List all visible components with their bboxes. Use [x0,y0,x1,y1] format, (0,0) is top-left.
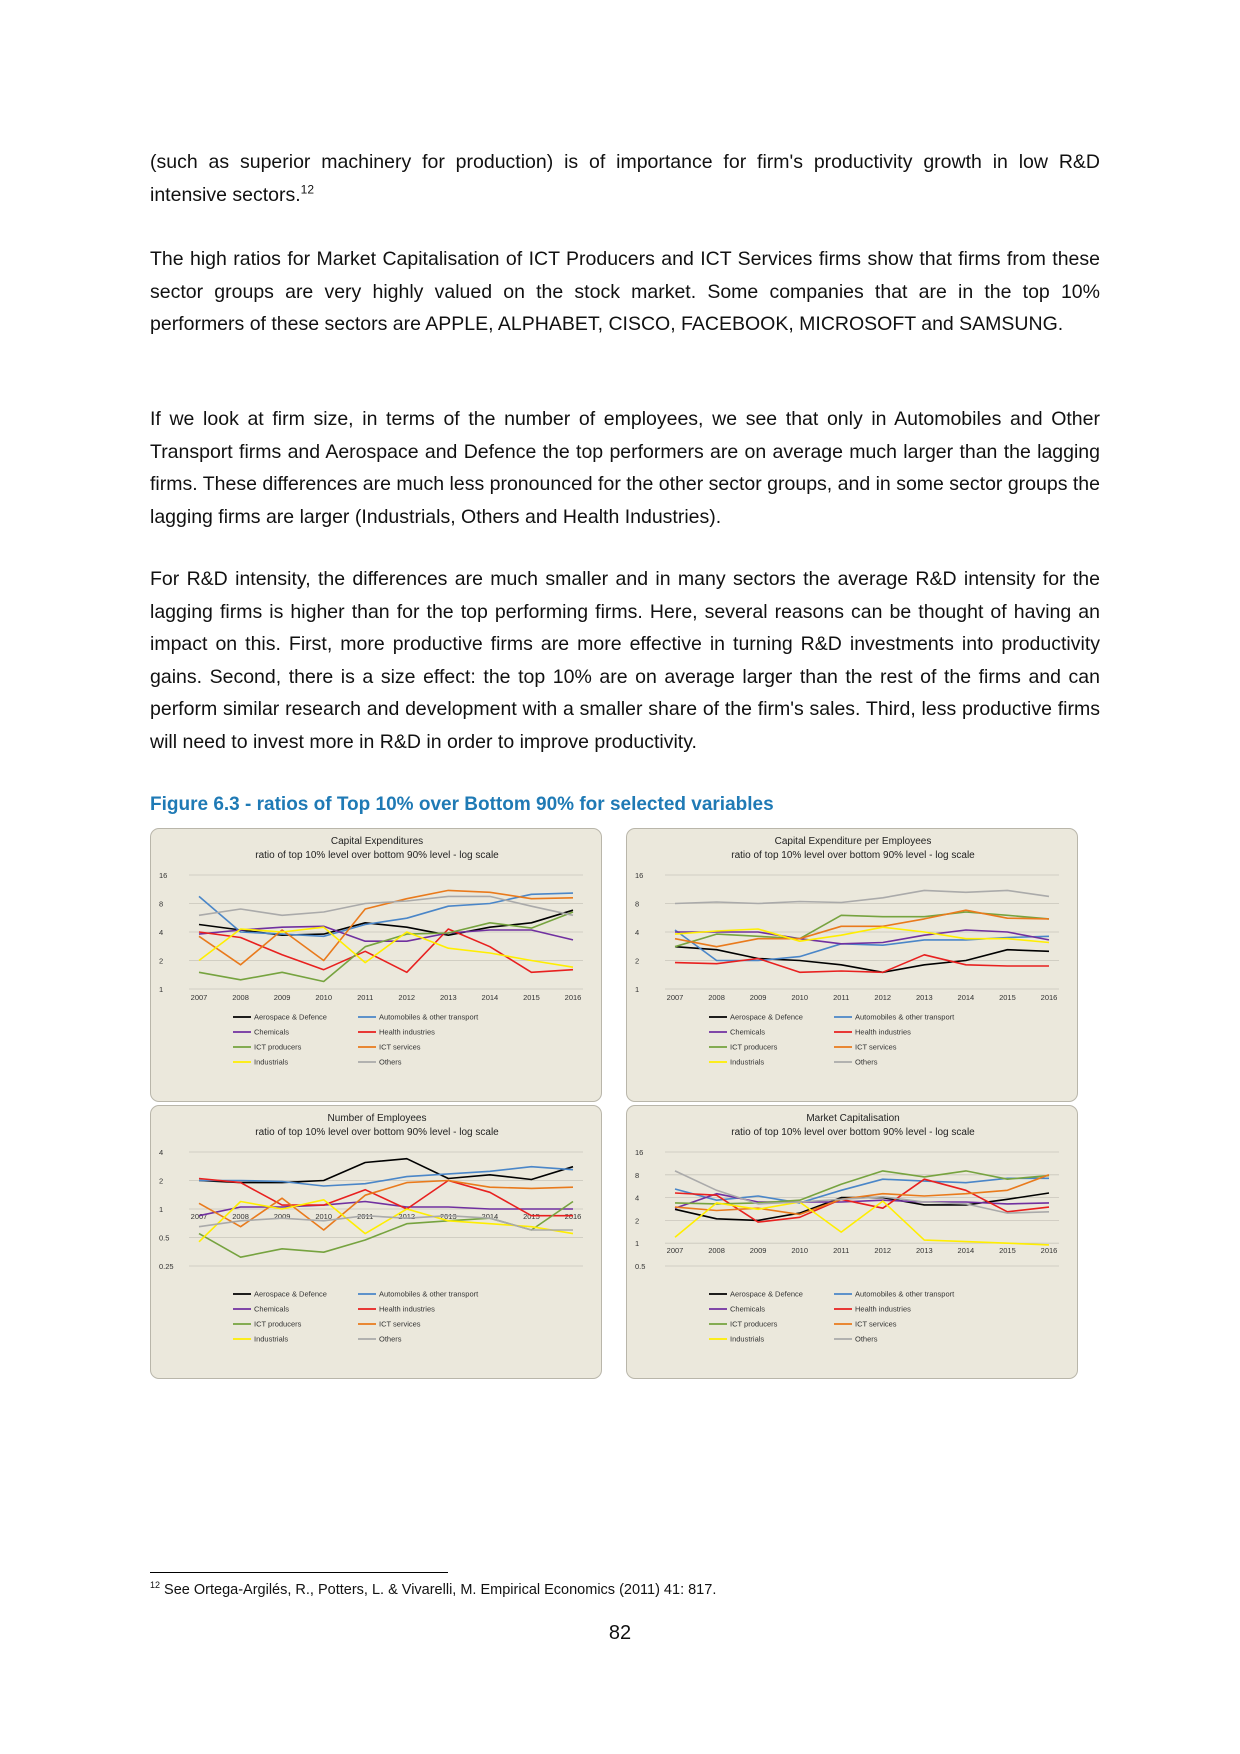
series-line [675,890,1049,903]
y-tick-label: 16 [635,1148,644,1157]
legend-label: Health industries [855,1027,911,1037]
series-line [199,1200,573,1242]
series-line [675,947,1049,973]
chart-subtitle: ratio of top 10% level over bottom 90% level - log scale [255,1127,499,1138]
chart-title: Number of Employees [327,1113,427,1124]
x-tick-label: 2013 [915,1246,933,1256]
y-tick-label: 16 [159,871,168,880]
y-tick-label: 0.5 [159,1233,170,1243]
x-tick-label: 2015 [523,993,540,1002]
legend-label: Chemicals [730,1027,766,1037]
y-tick-label: 1 [159,985,164,994]
x-tick-label: 2014 [481,993,499,1002]
x-tick-label: 2014 [481,1212,499,1221]
y-tick-label: 8 [635,899,640,909]
series-line [199,929,573,972]
x-tick-label: 2015 [999,1246,1016,1256]
legend-label: Others [855,1334,878,1344]
legend-label: Health industries [855,1304,911,1314]
x-tick-label: 2012 [398,1212,416,1221]
legend-label: Industrials [254,1057,289,1067]
legend-label: ICT producers [730,1042,778,1052]
figure-caption: Figure 6.3 - ratios of Top 10% over Bottom 90% for selected variables [150,794,774,815]
chart-subtitle: ratio of top 10% level over bottom 90% level - log scale [255,850,499,861]
x-tick-label: 2007 [666,1246,684,1256]
legend-label: ICT producers [254,1319,302,1329]
chart-capital-expenditures-svg [151,829,602,1102]
y-tick-label: 1 [635,1239,640,1249]
series-line [675,912,1049,947]
chart-subtitle: ratio of top 10% level over bottom 90% level - log scale [731,1127,975,1138]
footnote-text: See Ortega-Argilés, R., Potters, L. & Vivarelli, M. Empirical Economics (2011) 41: 817. [164,1581,717,1598]
x-tick-label: 2015 [523,1212,540,1221]
footnote-rule [150,1572,448,1573]
x-tick-label: 2016 [1040,1246,1058,1256]
chart-title: Market Capitalisation [806,1113,900,1124]
legend-label: Chemicals [254,1304,290,1314]
legend-label: Health industries [379,1027,435,1037]
x-tick-label: 2009 [273,993,291,1002]
y-tick-label: 2 [635,1216,640,1226]
footnote-ref[interactable]: 12 [300,182,315,196]
legend-label: ICT producers [730,1319,778,1329]
x-tick-label: 2010 [791,993,809,1002]
y-tick-label: 0.5 [635,1262,646,1271]
series-line [199,910,573,935]
x-tick-label: 2012 [874,1246,892,1256]
legend-label: Others [855,1057,878,1067]
chart-capital-expenditures [150,828,602,1102]
x-tick-label: 2011 [357,993,374,1002]
footnote-number: 12 [150,1580,161,1590]
chart-market-capitalisation-svg [627,1106,1078,1379]
x-tick-label: 2007 [190,993,208,1002]
x-tick-label: 2013 [439,993,457,1002]
series-line [199,1159,573,1183]
series-line [199,926,573,941]
footnote [150,1580,716,1598]
y-tick-label: 2 [159,1176,164,1186]
legend-label: Automobiles & other transport [379,1289,479,1299]
series-line [199,1179,573,1216]
legend-label: Chemicals [254,1027,290,1037]
y-tick-label: 4 [159,928,164,937]
y-tick-label: 4 [635,928,640,937]
chart-number-of-employees-svg [151,1106,602,1379]
legend-label: ICT producers [254,1042,302,1052]
y-tick-label: 2 [635,956,640,966]
legend-label: Aerospace & Defence [254,1289,327,1299]
x-tick-label: 2015 [999,993,1016,1002]
legend-label: Aerospace & Defence [254,1012,327,1022]
x-tick-label: 2013 [439,1212,457,1221]
paragraph-3: If we look at firm size, in terms of the number of employees, we see that only in Automobiles and Other Transport firms and Aerospace and Defence the top performers are on average much larger than the lagging firms. These differences are much less pronounced for the other sector groups, and in some sector groups the lagging firms are larger (Industrials, Others and Health Industries). [150,408,1100,528]
legend-label: Automobiles & other transport [855,1289,955,1299]
y-tick-label: 2 [159,956,164,966]
series-line [199,1216,573,1230]
x-tick-label: 2008 [232,993,249,1002]
x-tick-label: 2013 [915,993,933,1002]
chart-title: Capital Expenditures [330,836,424,847]
x-tick-label: 2010 [315,1212,333,1221]
x-tick-label: 2009 [273,1212,291,1221]
x-tick-label: 2009 [749,1246,767,1256]
page-number: 82 [608,1622,632,1644]
x-tick-label: 2014 [957,1246,975,1256]
y-tick-label: 4 [159,1148,164,1157]
x-tick-label: 2010 [315,993,333,1002]
legend-label: ICT services [379,1042,421,1052]
x-tick-label: 2008 [232,1212,249,1221]
y-tick-label: 0.25 [159,1262,174,1271]
y-tick-label: 4 [635,1193,640,1203]
chart-capex-per-employee [626,828,1078,1102]
x-tick-label: 2016 [564,993,582,1002]
x-tick-label: 2011 [833,993,850,1002]
x-tick-label: 2012 [874,993,892,1002]
y-tick-label: 8 [635,1170,640,1180]
legend-label: Aerospace & Defence [730,1012,803,1022]
legend-label: Others [379,1334,402,1344]
legend-label: Others [379,1057,402,1067]
legend-label: Automobiles & other transport [855,1012,955,1022]
legend-label: Health industries [379,1304,435,1314]
y-tick-label: 8 [159,899,164,909]
paragraph-2: The high ratios for Market Capitalisation of ICT Producers and ICT Services firms show that firms from these sector groups are very highly valued on the stock market. Some companies that are in the top 10% performers of these sectors are APPLE, ALPHABET, CISCO, FACEBOOK, MICROSOFT and SAMSUNG. [150,248,1100,335]
legend-label: Chemicals [730,1304,766,1314]
y-tick-label: 1 [159,1205,164,1214]
x-tick-label: 2012 [398,993,416,1002]
legend-label: Aerospace & Defence [730,1289,803,1299]
x-tick-label: 2016 [1040,993,1058,1002]
legend-label: Industrials [730,1334,765,1344]
x-tick-label: 2014 [957,993,975,1002]
legend-label: ICT services [855,1042,897,1052]
x-tick-label: 2007 [190,1212,208,1221]
paragraph-4: For R&D intensity, the differences are much smaller and in many sectors the average R&D intensity for the lagging firms is higher than for the top performing firms. Here, several reasons can be thought of having an impact on this. First, more productive firms are more effective in turning R&D investments into productivity gains. Second, there is a size effect: the top 10% are on average larger than the rest of the firms and can perform similar research and development with a smaller share of the firm's sales. Third, less productive firms will need to invest more in R&D in order to improve productivity. [150,568,1100,753]
x-tick-label: 2007 [666,993,684,1002]
chart-capex-per-employee-svg [627,829,1078,1102]
series-line [199,1181,573,1231]
legend-label: ICT services [379,1319,421,1329]
x-tick-label: 2009 [749,993,767,1002]
legend-label: ICT services [855,1319,897,1329]
paragraph-1-text: (such as superior machinery for production) is of importance for firm's productivity growth in low R&D intensive sectors. [150,151,1100,206]
chart-title: Capital Expenditure per Employees [774,836,932,847]
legend-label: Industrials [254,1334,289,1344]
x-tick-label: 2011 [357,1212,374,1221]
chart-market-capitalisation [626,1105,1078,1379]
x-tick-label: 2008 [708,1246,725,1256]
series-line [675,955,1049,973]
chart-number-of-employees [150,1105,602,1379]
chart-subtitle: ratio of top 10% level over bottom 90% level - log scale [731,850,975,861]
y-tick-label: 1 [635,985,640,994]
paragraph-1 [150,146,1100,211]
x-tick-label: 2011 [833,1246,850,1256]
series-line [675,1178,1049,1203]
x-tick-label: 2016 [564,1212,582,1221]
x-tick-label: 2008 [708,993,725,1002]
legend-label: Automobiles & other transport [379,1012,479,1022]
y-tick-label: 16 [635,871,644,880]
legend-label: Industrials [730,1057,765,1067]
series-line [199,896,573,915]
series-line [675,1201,1049,1245]
series-line [199,1202,573,1258]
x-tick-label: 2010 [791,1246,809,1256]
